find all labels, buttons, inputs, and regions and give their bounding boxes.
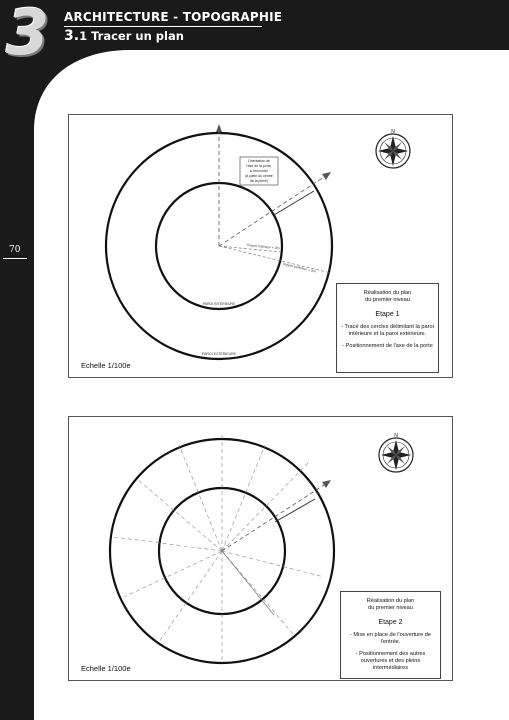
- step-label: Etape 1: [375, 311, 400, 318]
- info-heading-2: du premier niveau: [365, 297, 410, 303]
- info-point-2: - Positionnement de l'axe de la porte: [342, 343, 433, 349]
- svg-text:(à partir du centre: (à partir du centre: [245, 174, 273, 178]
- svg-text:Orientation de: Orientation de: [248, 159, 270, 163]
- chapter-title: ARCHITECTURE - TOPOGRAPHIE: [64, 10, 283, 24]
- plan-step-2: [68, 416, 453, 681]
- section-title-text: Tracer un plan: [91, 29, 184, 43]
- section-number: 3.: [64, 28, 80, 44]
- info-heading-1: Réalisation du plan: [363, 290, 412, 296]
- step-info-box: [340, 591, 441, 679]
- page-number: 70: [9, 245, 21, 255]
- info-heading-1: Réalisation du plan: [366, 598, 415, 604]
- title-rule: [64, 26, 262, 27]
- door-axis-arrow: [322, 172, 331, 180]
- info-heading-2: du premier niveau: [368, 605, 413, 611]
- scale-label: Echelle 1/100e: [81, 664, 131, 673]
- step-info-box: [336, 283, 439, 373]
- info-point-1: - Mise en place de l'ouverture de l'entrée.: [350, 632, 431, 645]
- info-point-1: - Tracé des cercles délimitant la paroi intérieure et la paroi extérieure.: [341, 324, 434, 337]
- compass-rose-icon: [379, 433, 413, 472]
- radius-line: [222, 551, 274, 615]
- outer-wall-label: PAROI EXTÉRIEURE: [202, 352, 236, 356]
- inner-wall-label: PAROI INTÉRIEURE: [202, 302, 236, 306]
- svg-text:à l'encontre: à l'encontre: [250, 169, 268, 173]
- svg-text:N: N: [391, 129, 395, 135]
- compass-rose-icon: [376, 129, 410, 168]
- page-number-rule: [3, 258, 27, 259]
- north-axis-arrow: [216, 124, 222, 132]
- svg-text:de la pièce): de la pièce): [249, 179, 269, 183]
- wall-thickness-arrow: [275, 499, 315, 522]
- step-label: Etape 2: [378, 619, 403, 626]
- svg-text:l'axe de la porte,: l'axe de la porte,: [246, 164, 272, 168]
- plan-step-1: [68, 114, 453, 378]
- wall-thickness-arrow: [274, 191, 314, 215]
- outer-radius-label: Rayon extérieur = 5m: [282, 262, 317, 274]
- info-point-2: - Positionnement des autres ouvertures et des pleins intermédiaires: [355, 651, 426, 671]
- scale-label: Echelle 1/100e: [81, 361, 131, 370]
- section-title: [64, 28, 184, 44]
- inner-radius-label: Rayon intérieur = 3m: [246, 243, 280, 251]
- door-axis-arrow: [322, 480, 331, 488]
- section-sub-number: 1: [79, 29, 88, 43]
- chapter-number: 3: [6, 0, 50, 69]
- svg-text:N: N: [394, 433, 398, 439]
